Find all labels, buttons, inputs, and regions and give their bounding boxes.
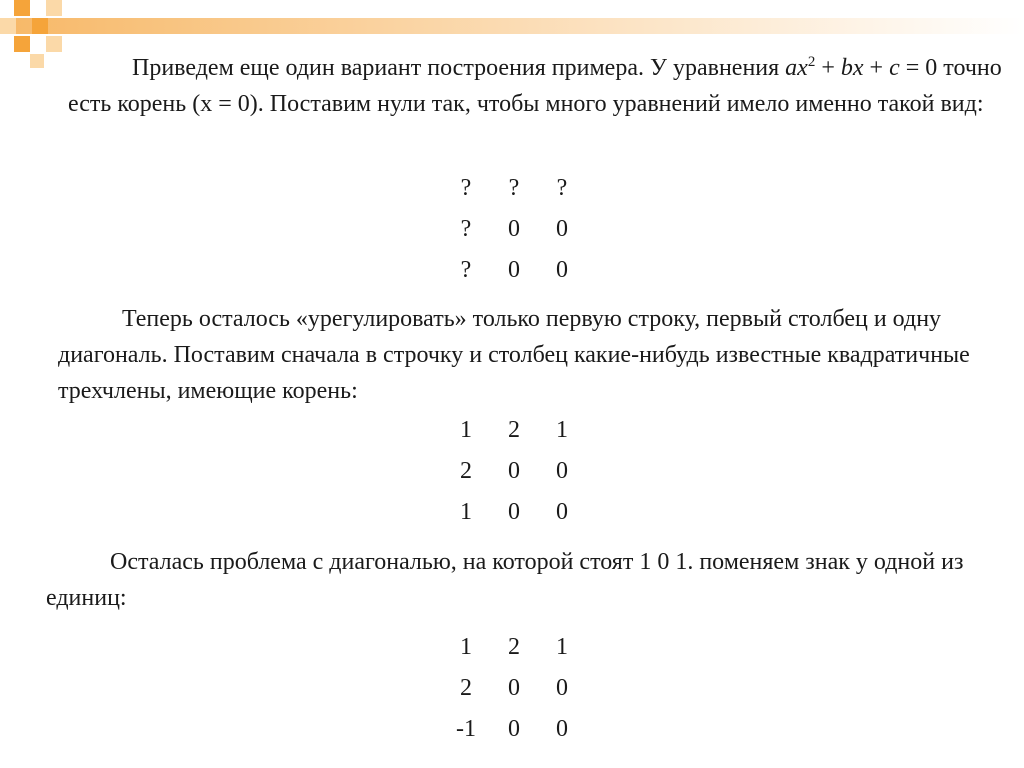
paragraph-regulate [58,301,1018,409]
matrix-cell: 0 [556,216,568,242]
matrix-cell: 0 [556,499,568,525]
matrix-row [442,451,586,492]
exponent-2: 2 [807,54,816,70]
matrix-row [442,168,586,209]
matrix-cell: ? [556,175,568,201]
matrix-cell: 2 [460,675,472,701]
matrix-cell: ? [460,216,472,242]
matrix-cell: ? [460,175,472,201]
matrix-row [442,668,586,709]
matrix-cell: 0 [508,499,520,525]
matrix-cell: 0 [508,675,520,701]
matrix-cell: 1 [460,499,472,525]
matrix-cell: 0 [508,458,520,484]
matrix-cell: 0 [508,257,520,283]
deco-square [46,36,62,52]
matrix-cell: 1 [460,634,472,660]
matrix-cell: 1 [556,417,568,443]
matrix-row [442,627,586,668]
matrix-cell: 0 [508,716,520,742]
matrix-cell: -1 [456,716,476,742]
matrix-cell: 1 [460,417,472,443]
deco-square [14,0,30,16]
intro-lead: Приведем еще один вариант построения примера. У уравнения [132,55,786,81]
term-c: c [889,55,900,81]
deco-square [46,0,62,16]
deco-square [32,18,48,34]
matrix-cell: ? [508,175,520,201]
matrix-cell: 0 [556,458,568,484]
paragraph-diagonal [46,544,1016,616]
header-bar [0,18,1024,34]
matrix-trinomials [442,410,586,533]
matrix-cell: 2 [460,458,472,484]
paragraph-intro [68,50,1018,122]
term-ax: ax [785,55,808,81]
matrix-cell: 0 [556,716,568,742]
matrix-final [442,627,586,750]
intro-tail: = 0 точно есть корень (x = 0). Поставим нули так, чтобы много уравнений имело именно такой вид: [68,55,1002,117]
matrix-row [442,209,586,250]
matrix-row [442,410,586,451]
plus-sign: + [815,55,841,81]
paragraph-text: Осталась проблема с диагональю, на которой стоят 1 0 1. поменяем знак у одной из единиц: [46,549,964,611]
paragraph-text: Теперь осталось «урегулировать» только первую строку, первый столбец и одну диагональ. Поставим сначала в строчку и столбец какие-нибудь известные квадратичные трехчлены, имеющие корень: [58,306,970,404]
matrix-row [442,250,586,291]
term-bx: bx [840,55,864,81]
matrix-question [442,168,586,291]
deco-square [14,36,30,52]
deco-square [0,18,16,34]
matrix-cell: ? [460,257,472,283]
matrix-cell: 1 [556,634,568,660]
matrix-cell: 0 [556,257,568,283]
matrix-cell: 0 [508,216,520,242]
matrix-cell: 0 [556,675,568,701]
matrix-row [442,709,586,750]
matrix-row [442,492,586,533]
matrix-cell: 2 [508,417,520,443]
deco-square [30,54,44,68]
matrix-cell: 2 [508,634,520,660]
plus-sign: + [863,55,890,81]
